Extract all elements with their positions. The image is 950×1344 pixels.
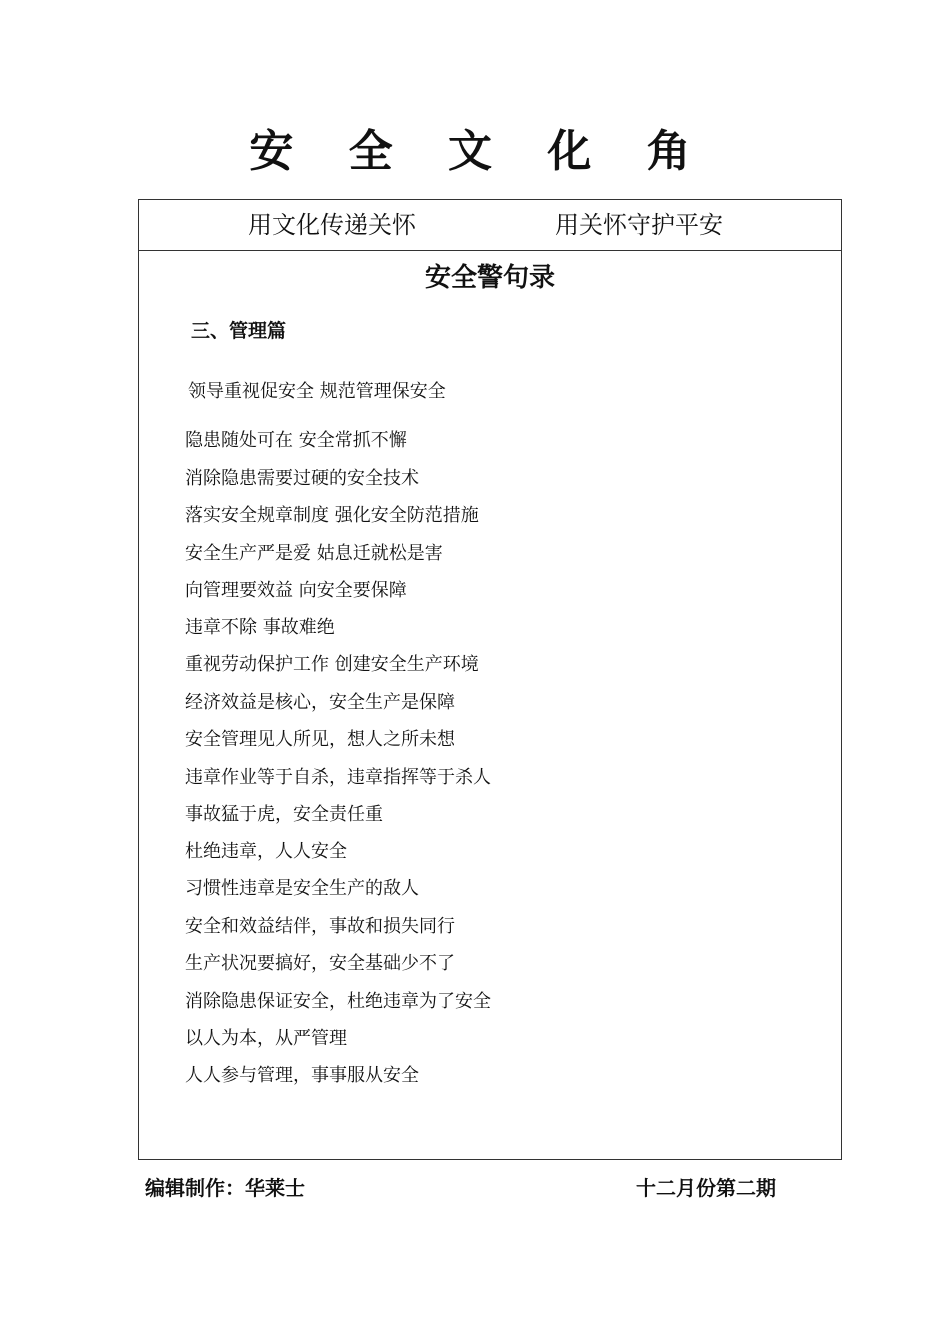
chapter-heading: 三、管理篇 — [191, 320, 287, 342]
quote-item: 向管理要效益 向安全要保障 — [185, 580, 407, 601]
quote-item: 安全管理见人所见，想人之所未想 — [185, 729, 455, 750]
quote-item: 事故猛于虎，安全责任重 — [185, 804, 383, 825]
quote-item: 领导重视促安全 规范管理保安全 — [188, 381, 446, 402]
quote-item: 安全生产严是爱 姑息迁就松是害 — [185, 543, 443, 564]
quote-item: 违章不除 事故难绝 — [185, 617, 335, 638]
quote-item: 重视劳动保护工作 创建安全生产环境 — [185, 654, 479, 675]
quote-item: 习惯性违章是安全生产的敌人 — [185, 878, 419, 899]
quote-item: 消除隐患需要过硬的安全技术 — [185, 468, 419, 489]
quote-item: 落实安全规章制度 强化安全防范措施 — [185, 505, 479, 526]
quote-item: 经济效益是核心，安全生产是保障 — [185, 692, 455, 713]
page-title: 安 全 文 化 角 — [249, 126, 711, 177]
quote-item: 安全和效益结伴，事故和损失同行 — [185, 916, 455, 937]
quote-item: 生产状况要搞好，安全基础少不了 — [185, 953, 455, 974]
quote-item: 以人为本，从严管理 — [185, 1028, 347, 1049]
footer-issue: 十二月份第二期 — [636, 1176, 776, 1200]
quote-item: 隐患随处可在 安全常抓不懈 — [185, 430, 407, 451]
slogan-right: 用关怀守护平安 — [555, 211, 723, 239]
quote-item: 杜绝违章，人人安全 — [185, 841, 347, 862]
content-frame — [138, 199, 842, 1160]
quote-item: 违章作业等于自杀，违章指挥等于杀人 — [185, 767, 491, 788]
quote-item: 消除隐患保证安全，杜绝违章为了安全 — [185, 991, 491, 1012]
slogan-left: 用文化传递关怀 — [248, 211, 416, 239]
section-title: 安全警句录 — [424, 263, 555, 293]
slogan-row — [139, 200, 841, 251]
quote-item: 人人参与管理，事事服从安全 — [185, 1065, 419, 1086]
footer-editor: 编辑制作：华莱士 — [145, 1176, 305, 1200]
